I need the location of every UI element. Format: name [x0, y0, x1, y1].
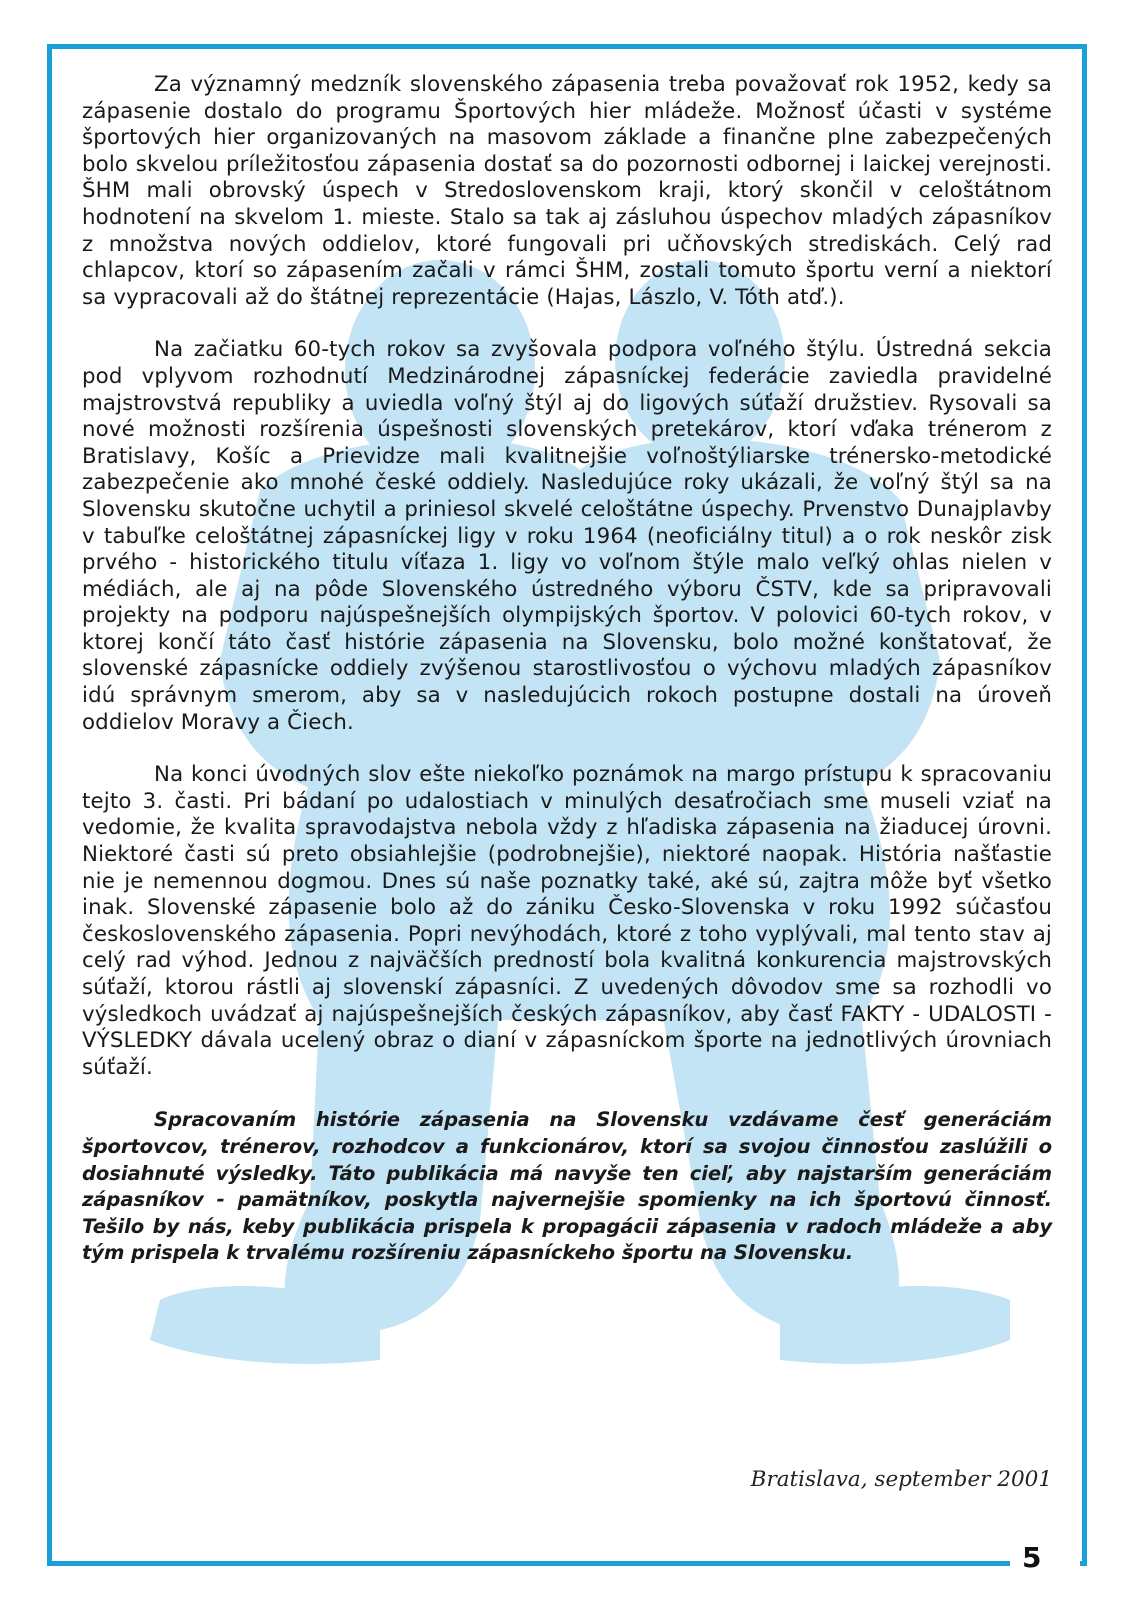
closing-statement: Spracovaním histórie zápasenia na Slovensku vzdávame česť generáciám športovcov, trénerov, rozhodcov a funkcionárov, ktorí sa svojou činnosťou zaslúžili o dosiahnuté výsledky. Táto publikácia má navyše ten cieľ, aby najstarším generáciám zápasníkov - pamätníkov, poskytla najvernejšie spomienky na ich športovú činnosť. Tešilo by nás, keby publikácia prispela k propagácii zápasenia v radoch mládeže a aby tým prispela k trvalému rozšíreniu zápasníckeho športu na Slovensku. [82, 1108, 1052, 1265]
signature-place-date: Bratislava, september 2001 [750, 1467, 1052, 1492]
paragraph-2: Na začiatku 60-tych rokov sa zvyšovala podpora voľného štýlu. Ústredná sekcia pod vplyvom rozhodnutí Medzinárodnej zápasníckej federácie zaviedla pravidelné majstrovstvá republiky a uviedla voľný štýl aj do ligových súťaží družstiev. Rysovali sa nové možnosti rozšírenia úspešnosti slovenských pretekárov, ktorí vďaka trénerom z Bratislavy, Košíc a Prievidze mali kvalitnejšie voľnoštýliarske trénersko-metodické zabezpečenie ako mnohé české oddiely. Nasledujúce roky ukázali, že voľný štýl sa na Slovensku skutočne uchytil a priniesol skvelé celoštátne úspechy. Prvenstvo Dunajplavby v tabuľke celoštátnej zápasníckej ligy v roku 1964 (neoficiálny titul) a o rok neskôr zisk prvého - historického titulu víťaza 1. ligy vo voľnom štýle malo veľký ohlas nielen v médiách, ale aj na pôde Slovenského ústredného výboru ČSTV, kde sa pripravovali projekty na podporu najúspešnejších olympijských športov. V polovici 60-tych rokov, v ktorej končí táto časť histórie zápasenia na Slovensku, bolo možné konštatovať, že slovenské zápasnícke oddiely zvýšenou starostlivosťou o výchovu mladých zápasníkov idú správnym smerom, aby sa v nasledujúcich rokoch postupne dostali na úroveň oddielov Moravy a Čiech. [82, 337, 1052, 735]
paragraph-1: Za významný medzník slovenského zápasenia treba považovať rok 1952, kedy sa zápasenie dostalo do programu Športových hier mládeže. Možnosť účasti v systéme športových hier organizovaných na masovom základe a finančne plne zabezpečených bolo skvelou príležitosťou zápasenia dostať sa do pozornosti odbornej i laickej verejnosti. ŠHM mali obrovský úspech v Stredoslovenskom kraji, ktorý skončil v celoštátnom hodnotení na skvelom 1. mieste. Stalo sa tak aj zásluhou úspechov mladých zápasníkov z množstva nových oddielov, ktoré fungovali pri učňovských strediskách. Celý rad chlapcov, ktorí so zápasením začali v rámci ŠHM, zostali tomuto športu verní a niektorí sa vypracovali až do štátnej reprezentácie (Hajas, Lászlo, V. Tóth atď.). [82, 72, 1052, 310]
page-number: 5 [1022, 1541, 1042, 1574]
paragraph-3: Na konci úvodných slov ešte niekoľko poznámok na margo prístupu k spracovaniu tejto 3. časti. Pri bádaní po udalostiach v minulých desaťročiach sme museli vziať na vedomie, že kvalita spravodajstva nebola vždy z hľadiska zápasenia na žiaducej úrovni. Niektoré časti sú preto obsiahlejšie (podrobnejšie), niektoré naopak. História našťastie nie je nemennou dogmou. Dnes sú naše poznatky také, aké sú, zajtra môže byť všetko inak. Slovenské zápasenie bolo až do zániku Česko-Slovenska v roku 1992 súčasťou československého zápasenia. Popri nevýhodách, ktoré z toho vyplývali, mal tento stav aj celý rad výhod. Jednou z najväčších predností bola kvalitná konkurencia majstrovských súťaží, ktorou rástli aj slovenskí zápasníci. Z uvedených dôvodov sme sa rozhodli vo výsledkoch uvádzať aj najúspešnejších českých zápasníkov, aby časť FAKTY - UDALOSTI - VÝSLEDKY dávala ucelený obraz o dianí v zápasníckom športe na jednotlivých úrovniach súťaží. [82, 762, 1052, 1080]
document-body [82, 72, 1052, 1267]
frame-gap [1010, 1555, 1080, 1575]
